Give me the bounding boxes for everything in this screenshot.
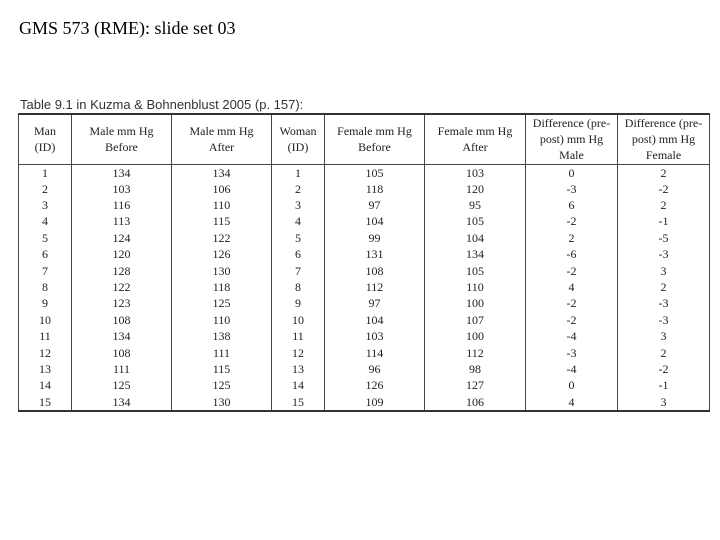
- table-cell: 112: [425, 344, 526, 360]
- column-header-line: Female mm Hg: [437, 124, 513, 139]
- table-cell: 134: [425, 246, 526, 262]
- table-cell: 138: [172, 328, 272, 344]
- table-cell: 113: [72, 213, 172, 229]
- table-row: [19, 377, 710, 393]
- table-cell: 127: [425, 377, 526, 393]
- table-cell: 12: [19, 344, 72, 360]
- table-cell: 3: [618, 394, 710, 411]
- table-cell: 2: [272, 181, 325, 197]
- table-cell: 15: [272, 394, 325, 411]
- table-cell: -4: [526, 328, 618, 344]
- table-cell: 11: [272, 328, 325, 344]
- table-cell: 3: [19, 197, 72, 213]
- table-cell: 114: [325, 344, 425, 360]
- table-cell: 103: [425, 164, 526, 181]
- column-header-line: post) mm Hg: [631, 132, 696, 147]
- column-header-line: Before: [358, 140, 391, 155]
- table-cell: 3: [618, 328, 710, 344]
- table-cell: 126: [325, 377, 425, 393]
- table-cell: 106: [172, 181, 272, 197]
- column-header: [618, 114, 710, 164]
- table-row: [19, 181, 710, 197]
- table-cell: 7: [272, 262, 325, 278]
- table-cell: 98: [425, 361, 526, 377]
- table-cell: 110: [425, 279, 526, 295]
- table-row: [19, 394, 710, 411]
- column-header: [272, 114, 325, 164]
- table-cell: 110: [172, 312, 272, 328]
- table-cell: 6: [19, 246, 72, 262]
- table-cell: 4: [19, 213, 72, 229]
- table-row: [19, 279, 710, 295]
- table-cell: 112: [325, 279, 425, 295]
- column-header: [325, 114, 425, 164]
- table-cell: 4: [526, 394, 618, 411]
- table-cell: 6: [526, 197, 618, 213]
- table-cell: 124: [72, 230, 172, 246]
- table-cell: 2: [19, 181, 72, 197]
- table-cell: 118: [172, 279, 272, 295]
- column-header-line: Difference (pre-: [532, 116, 611, 131]
- table-cell: 128: [72, 262, 172, 278]
- table-cell: 11: [19, 328, 72, 344]
- table-row: [19, 295, 710, 311]
- table-cell: 10: [19, 312, 72, 328]
- table-cell: 115: [172, 361, 272, 377]
- table-cell: 13: [19, 361, 72, 377]
- column-header-line: (ID): [34, 140, 56, 155]
- table-cell: -2: [526, 295, 618, 311]
- table-cell: 3: [618, 262, 710, 278]
- table-cell: 97: [325, 197, 425, 213]
- column-header-line: Difference (pre-: [624, 116, 703, 131]
- table-cell: 105: [425, 262, 526, 278]
- table-cell: 1: [272, 164, 325, 181]
- table-cell: 105: [325, 164, 425, 181]
- column-header-line: After: [462, 140, 488, 155]
- table-body: [19, 164, 710, 411]
- column-header-line: Woman: [279, 124, 317, 139]
- column-header: [526, 114, 618, 164]
- table-row: [19, 213, 710, 229]
- blood-pressure-table: [18, 113, 710, 412]
- table-cell: 8: [19, 279, 72, 295]
- table-cell: 118: [325, 181, 425, 197]
- column-header-line: (ID): [287, 140, 309, 155]
- table-cell: 123: [72, 295, 172, 311]
- table-caption: Table 9.1 in Kuzma & Bohnenblust 2005 (p. 157):: [20, 97, 304, 112]
- table-cell: 100: [425, 328, 526, 344]
- table-cell: 15: [19, 394, 72, 411]
- table-row: [19, 344, 710, 360]
- table-cell: 99: [325, 230, 425, 246]
- table-cell: 2: [618, 164, 710, 181]
- table-cell: 14: [272, 377, 325, 393]
- table-cell: -2: [618, 361, 710, 377]
- table-cell: -2: [526, 213, 618, 229]
- table-cell: 8: [272, 279, 325, 295]
- table-cell: 4: [526, 279, 618, 295]
- table-cell: 3: [272, 197, 325, 213]
- table-row: [19, 262, 710, 278]
- table-cell: 111: [172, 344, 272, 360]
- table-cell: -3: [618, 295, 710, 311]
- table-cell: -2: [526, 312, 618, 328]
- table-cell: 105: [425, 213, 526, 229]
- table-cell: 5: [272, 230, 325, 246]
- table-cell: 100: [425, 295, 526, 311]
- table-cell: 126: [172, 246, 272, 262]
- table-cell: 108: [72, 312, 172, 328]
- table-cell: 103: [325, 328, 425, 344]
- header-row: [19, 114, 710, 164]
- table-cell: 134: [72, 328, 172, 344]
- table-cell: 12: [272, 344, 325, 360]
- table-cell: 130: [172, 394, 272, 411]
- table-cell: 95: [425, 197, 526, 213]
- table-row: [19, 164, 710, 181]
- table-row: [19, 328, 710, 344]
- table-cell: 125: [172, 295, 272, 311]
- table-row: [19, 246, 710, 262]
- table-cell: 115: [172, 213, 272, 229]
- column-header: [425, 114, 526, 164]
- column-header: [172, 114, 272, 164]
- table-cell: -4: [526, 361, 618, 377]
- table-cell: 2: [618, 344, 710, 360]
- table-cell: 104: [425, 230, 526, 246]
- table-cell: 13: [272, 361, 325, 377]
- table-cell: 6: [272, 246, 325, 262]
- table-cell: 1: [19, 164, 72, 181]
- table-cell: 134: [72, 164, 172, 181]
- table-row: [19, 361, 710, 377]
- table-row: [19, 230, 710, 246]
- table-cell: -3: [618, 246, 710, 262]
- column-header-line: Male mm Hg: [189, 124, 254, 139]
- table-cell: 122: [72, 279, 172, 295]
- table-cell: -6: [526, 246, 618, 262]
- table-cell: 2: [618, 197, 710, 213]
- column-header-line: After: [208, 140, 235, 155]
- slide-title: GMS 573 (RME): slide set 03: [19, 18, 236, 38]
- table-cell: 9: [272, 295, 325, 311]
- table-cell: 10: [272, 312, 325, 328]
- table-cell: 0: [526, 164, 618, 181]
- column-header-line: Female: [645, 148, 682, 163]
- table-cell: -2: [526, 262, 618, 278]
- column-header-line: post) mm Hg: [539, 132, 604, 147]
- table-cell: 107: [425, 312, 526, 328]
- table-cell: 9: [19, 295, 72, 311]
- table-cell: 116: [72, 197, 172, 213]
- table-cell: 2: [526, 230, 618, 246]
- column-header: [19, 114, 72, 164]
- table-cell: -2: [618, 181, 710, 197]
- table-cell: 104: [325, 213, 425, 229]
- table-cell: 134: [72, 394, 172, 411]
- table-cell: -3: [526, 344, 618, 360]
- table-cell: 120: [72, 246, 172, 262]
- table-cell: 125: [172, 377, 272, 393]
- table-cell: 108: [325, 262, 425, 278]
- table-cell: 109: [325, 394, 425, 411]
- column-header: [72, 114, 172, 164]
- table-cell: 125: [72, 377, 172, 393]
- table-cell: 104: [325, 312, 425, 328]
- column-header-line: Before: [105, 140, 138, 155]
- table-cell: 0: [526, 377, 618, 393]
- table-cell: -3: [526, 181, 618, 197]
- table-cell: 14: [19, 377, 72, 393]
- table-cell: -1: [618, 213, 710, 229]
- table-cell: 106: [425, 394, 526, 411]
- table-row: [19, 197, 710, 213]
- table-cell: 5: [19, 230, 72, 246]
- table-block: [18, 97, 709, 412]
- table-cell: 110: [172, 197, 272, 213]
- table-cell: 7: [19, 262, 72, 278]
- table-row: [19, 312, 710, 328]
- column-header-line: Female mm Hg: [337, 124, 412, 139]
- table-cell: 97: [325, 295, 425, 311]
- column-header-line: Male: [559, 148, 584, 163]
- table-cell: 120: [425, 181, 526, 197]
- table-cell: 4: [272, 213, 325, 229]
- table-cell: -3: [618, 312, 710, 328]
- column-header-line: Man: [34, 124, 56, 139]
- column-header-line: Male mm Hg: [89, 124, 154, 139]
- table-cell: 108: [72, 344, 172, 360]
- table-cell: 131: [325, 246, 425, 262]
- table-cell: 103: [72, 181, 172, 197]
- table-cell: 122: [172, 230, 272, 246]
- table-cell: -1: [618, 377, 710, 393]
- table-cell: -5: [618, 230, 710, 246]
- table-cell: 2: [618, 279, 710, 295]
- table-cell: 134: [172, 164, 272, 181]
- table-cell: 111: [72, 361, 172, 377]
- table-cell: 130: [172, 262, 272, 278]
- table-cell: 96: [325, 361, 425, 377]
